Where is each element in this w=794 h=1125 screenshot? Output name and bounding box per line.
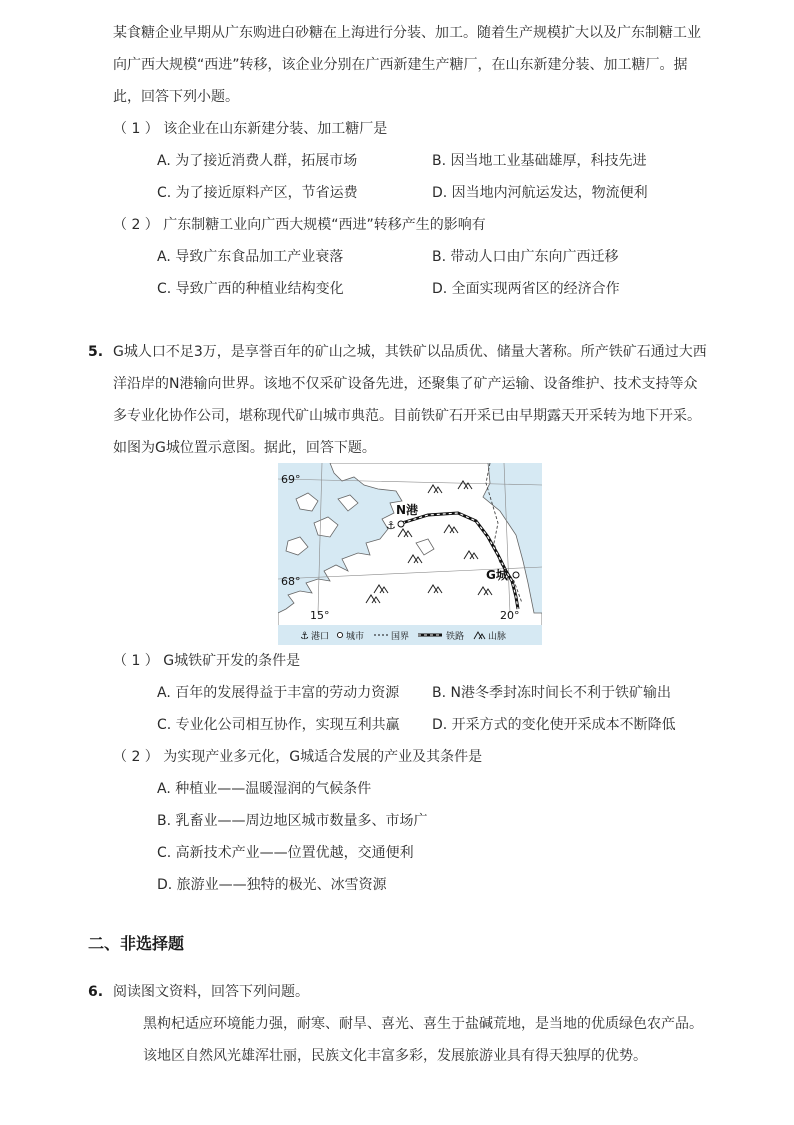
section-heading: 二、非选择题: [88, 934, 185, 953]
port-anchor-icon: ⚓: [386, 519, 396, 532]
q5-sub1-option-a: A. 百年的发展得益于丰富的劳动力资源: [157, 685, 400, 701]
legend-anchor-icon: ⚓: [300, 631, 309, 642]
q5-sub1-option-b: B. N港冬季封冻时间长不利于铁矿输出: [432, 685, 671, 701]
q4-context-line: 此，回答下列小题。: [113, 89, 239, 105]
q4-sub2-option-c: C. 导致广西的种植业结构变化: [157, 281, 344, 297]
q4-sub1-option-d: D. 因当地内河航运发达，物流便利: [432, 185, 648, 201]
q5-sub1-option-c: C. 专业化公司相互协作，实现互利共赢: [157, 717, 400, 733]
q6-paragraph: 黑枸杞适应环境能力强，耐寒、耐旱、喜光、喜生于盐碱荒地，是当地的优质绿色农产品。: [143, 1016, 703, 1032]
q4-context-line: 某食糖企业早期从广东购进白砂糖在上海进行分装、加工。随着生产规模扩大以及广东制糖工业: [113, 25, 701, 41]
legend-city-label: 城市: [346, 632, 365, 642]
q5-sub2-option-c: C. 高新技术产业——位置优越，交通便利: [157, 845, 414, 861]
q4-sub2-option-b: B. 带动人口由广东向广西迁移: [432, 249, 619, 265]
q6-paragraph: 该地区自然风光雄浑壮丽，民族文化丰富多彩，发展旅游业具有得天独厚的优势。: [143, 1048, 647, 1064]
lat-label-69: 69°: [281, 473, 301, 486]
q5-sub1-stem: （ 1 ） G城铁矿开发的条件是: [113, 653, 301, 669]
legend-mountain-label: 山脉: [488, 632, 507, 642]
q4-sub1-option-b: B. 因当地工业基础雄厚，科技先进: [432, 153, 647, 169]
legend-port-label: 港口: [311, 632, 330, 642]
q5-sub2-option-b: B. 乳畜业——周边地区城市数量多、市场广: [157, 813, 428, 829]
q5-sub2-option-a: A. 种植业——温暖湿润的气候条件: [157, 781, 372, 797]
port-label: N港: [396, 503, 419, 517]
q4-sub2-option-a: A. 导致广东食品加工产业衰落: [157, 249, 344, 265]
lon-label-20: 20°: [500, 609, 520, 622]
g-city-marker: [513, 572, 519, 578]
q5-text-line: 多专业化协作公司，堪称现代矿山城市典范。目前铁矿石开采已由早期露天开采转为地下开采。: [113, 408, 701, 424]
lat-label-68: 68°: [281, 575, 301, 588]
q5-text-line: 如图为G城位置示意图。据此，回答下题。: [113, 440, 376, 456]
q4-sub1-option-a: A. 为了接近消费人群，拓展市场: [157, 153, 358, 169]
lon-label-15: 15°: [310, 609, 330, 622]
legend-rail-label: 铁路: [446, 632, 465, 642]
q5-text-line: 洋沿岸的N港输向世界。该地不仅采矿设备先进，还聚集了矿产运输、设备维护、技术支持等众: [113, 376, 698, 392]
q5-number: 5.: [88, 344, 104, 360]
q5-sub1-option-d: D. 开采方式的变化使开采成本不断降低: [432, 717, 676, 733]
legend-border-label: 国界: [391, 632, 410, 642]
q4-sub1-option-c: C. 为了接近原料产区，节省运费: [157, 185, 358, 201]
q5-sub2-option-d: D. 旅游业——独特的极光、冰雪资源: [157, 877, 387, 893]
q4-context-line: 向广西大规模“西进”转移，该企业分别在广西新建生产糖厂，在山东新建分装、加工糖厂。据: [113, 57, 688, 73]
g-city-location-map: [278, 463, 542, 645]
q5-text-line: G城人口不足3万，是享誉百年的矿山之城，其铁矿以品质优、储量大著称。所产铁矿石通过大西: [113, 344, 707, 360]
g-city-label: G城: [486, 568, 508, 582]
q4-sub2-stem: （ 2 ） 广东制糖工业向广西大规模“西进”转移产生的影响有: [113, 217, 486, 233]
q4-sub1-stem: （ 1 ） 该企业在山东新建分装、加工糖厂是: [113, 121, 388, 137]
q6-number: 6.: [88, 984, 104, 1000]
q4-sub2-option-d: D. 全面实现两省区的经济合作: [432, 281, 620, 297]
q6-stem: 阅读图文资料，回答下列问题。: [113, 984, 309, 1000]
port-city-marker: [398, 521, 404, 527]
q5-sub2-stem: （ 2 ） 为实现产业多元化，G城适合发展的产业及其条件是: [113, 749, 483, 765]
legend-city-icon: [337, 632, 342, 637]
